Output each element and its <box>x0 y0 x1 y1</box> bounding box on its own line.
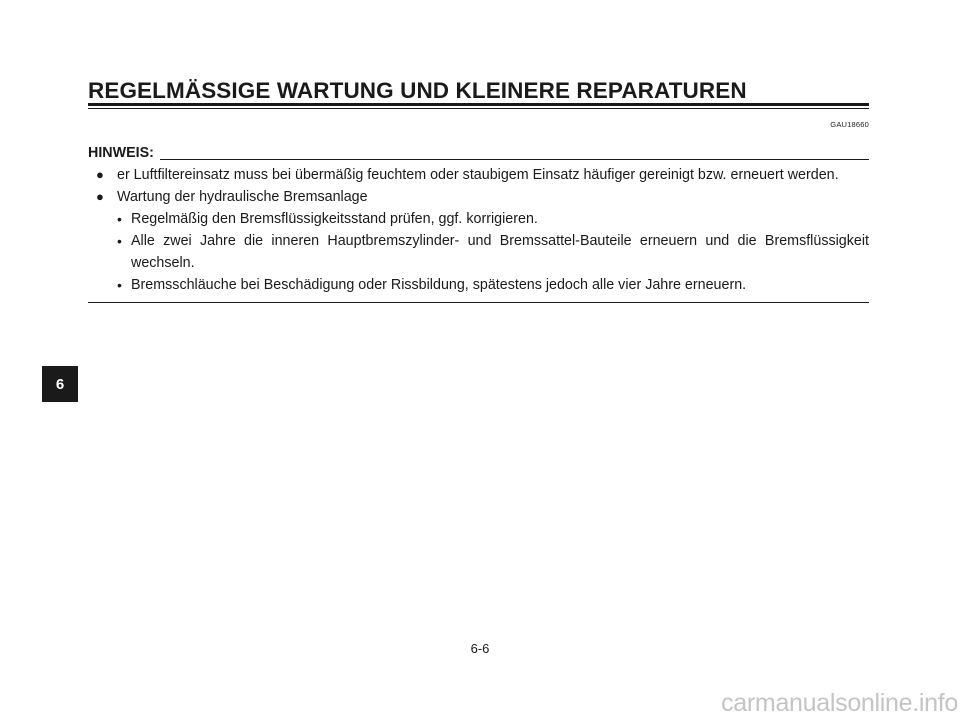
sub-list-item <box>88 208 869 230</box>
page-title: REGELMÄSSIGE WARTUNG UND KLEINERE REPARATUREN <box>88 78 747 103</box>
note-header <box>88 144 869 164</box>
sub-bullet-icon: • <box>117 211 122 227</box>
sub-list-item <box>88 274 869 296</box>
title-rule-thick <box>88 103 869 106</box>
list-item <box>88 164 869 186</box>
sub-bullet-icon: • <box>117 277 122 293</box>
sub-bullet-icon: • <box>117 233 122 249</box>
list-item <box>88 186 869 208</box>
bullet-icon: ● <box>96 167 104 182</box>
note-label: HINWEIS: <box>88 145 154 161</box>
note-rule-top <box>160 159 869 160</box>
list-item-text: er Luftfiltereinsatz muss bei übermäßig feuchtem oder staubigem Einsatz häufiger gereinigt bzw. erneuert werden. <box>117 167 839 183</box>
chapter-tab-label: 6 <box>55 375 65 393</box>
chapter-tab <box>42 366 78 402</box>
sub-list-item-text: Alle zwei Jahre die inneren Hauptbremszylinder- und Bremssattel-Bauteile erneuern und die Bremsflüssigkeit wechseln. <box>131 233 869 271</box>
watermark: carmanualsonline.info <box>721 689 958 717</box>
title-rule-thin <box>88 108 869 109</box>
sub-list-item <box>88 230 869 274</box>
bullet-icon: ● <box>96 189 104 204</box>
sub-list-item-text: Bremsschläuche bei Beschädigung oder Rissbildung, spätestens jedoch alle vier Jahre erneuern. <box>131 277 747 293</box>
sub-list-item-text: Regelmäßig den Bremsflüssigkeitsstand prüfen, ggf. korrigieren. <box>131 211 538 227</box>
document-code: GAU18660 <box>830 120 869 129</box>
note-box <box>88 144 869 303</box>
note-rule-bottom <box>88 302 869 303</box>
page-number: 6-6 <box>470 641 490 656</box>
list-item-text: Wartung der hydraulische Bremsanlage <box>117 189 368 205</box>
